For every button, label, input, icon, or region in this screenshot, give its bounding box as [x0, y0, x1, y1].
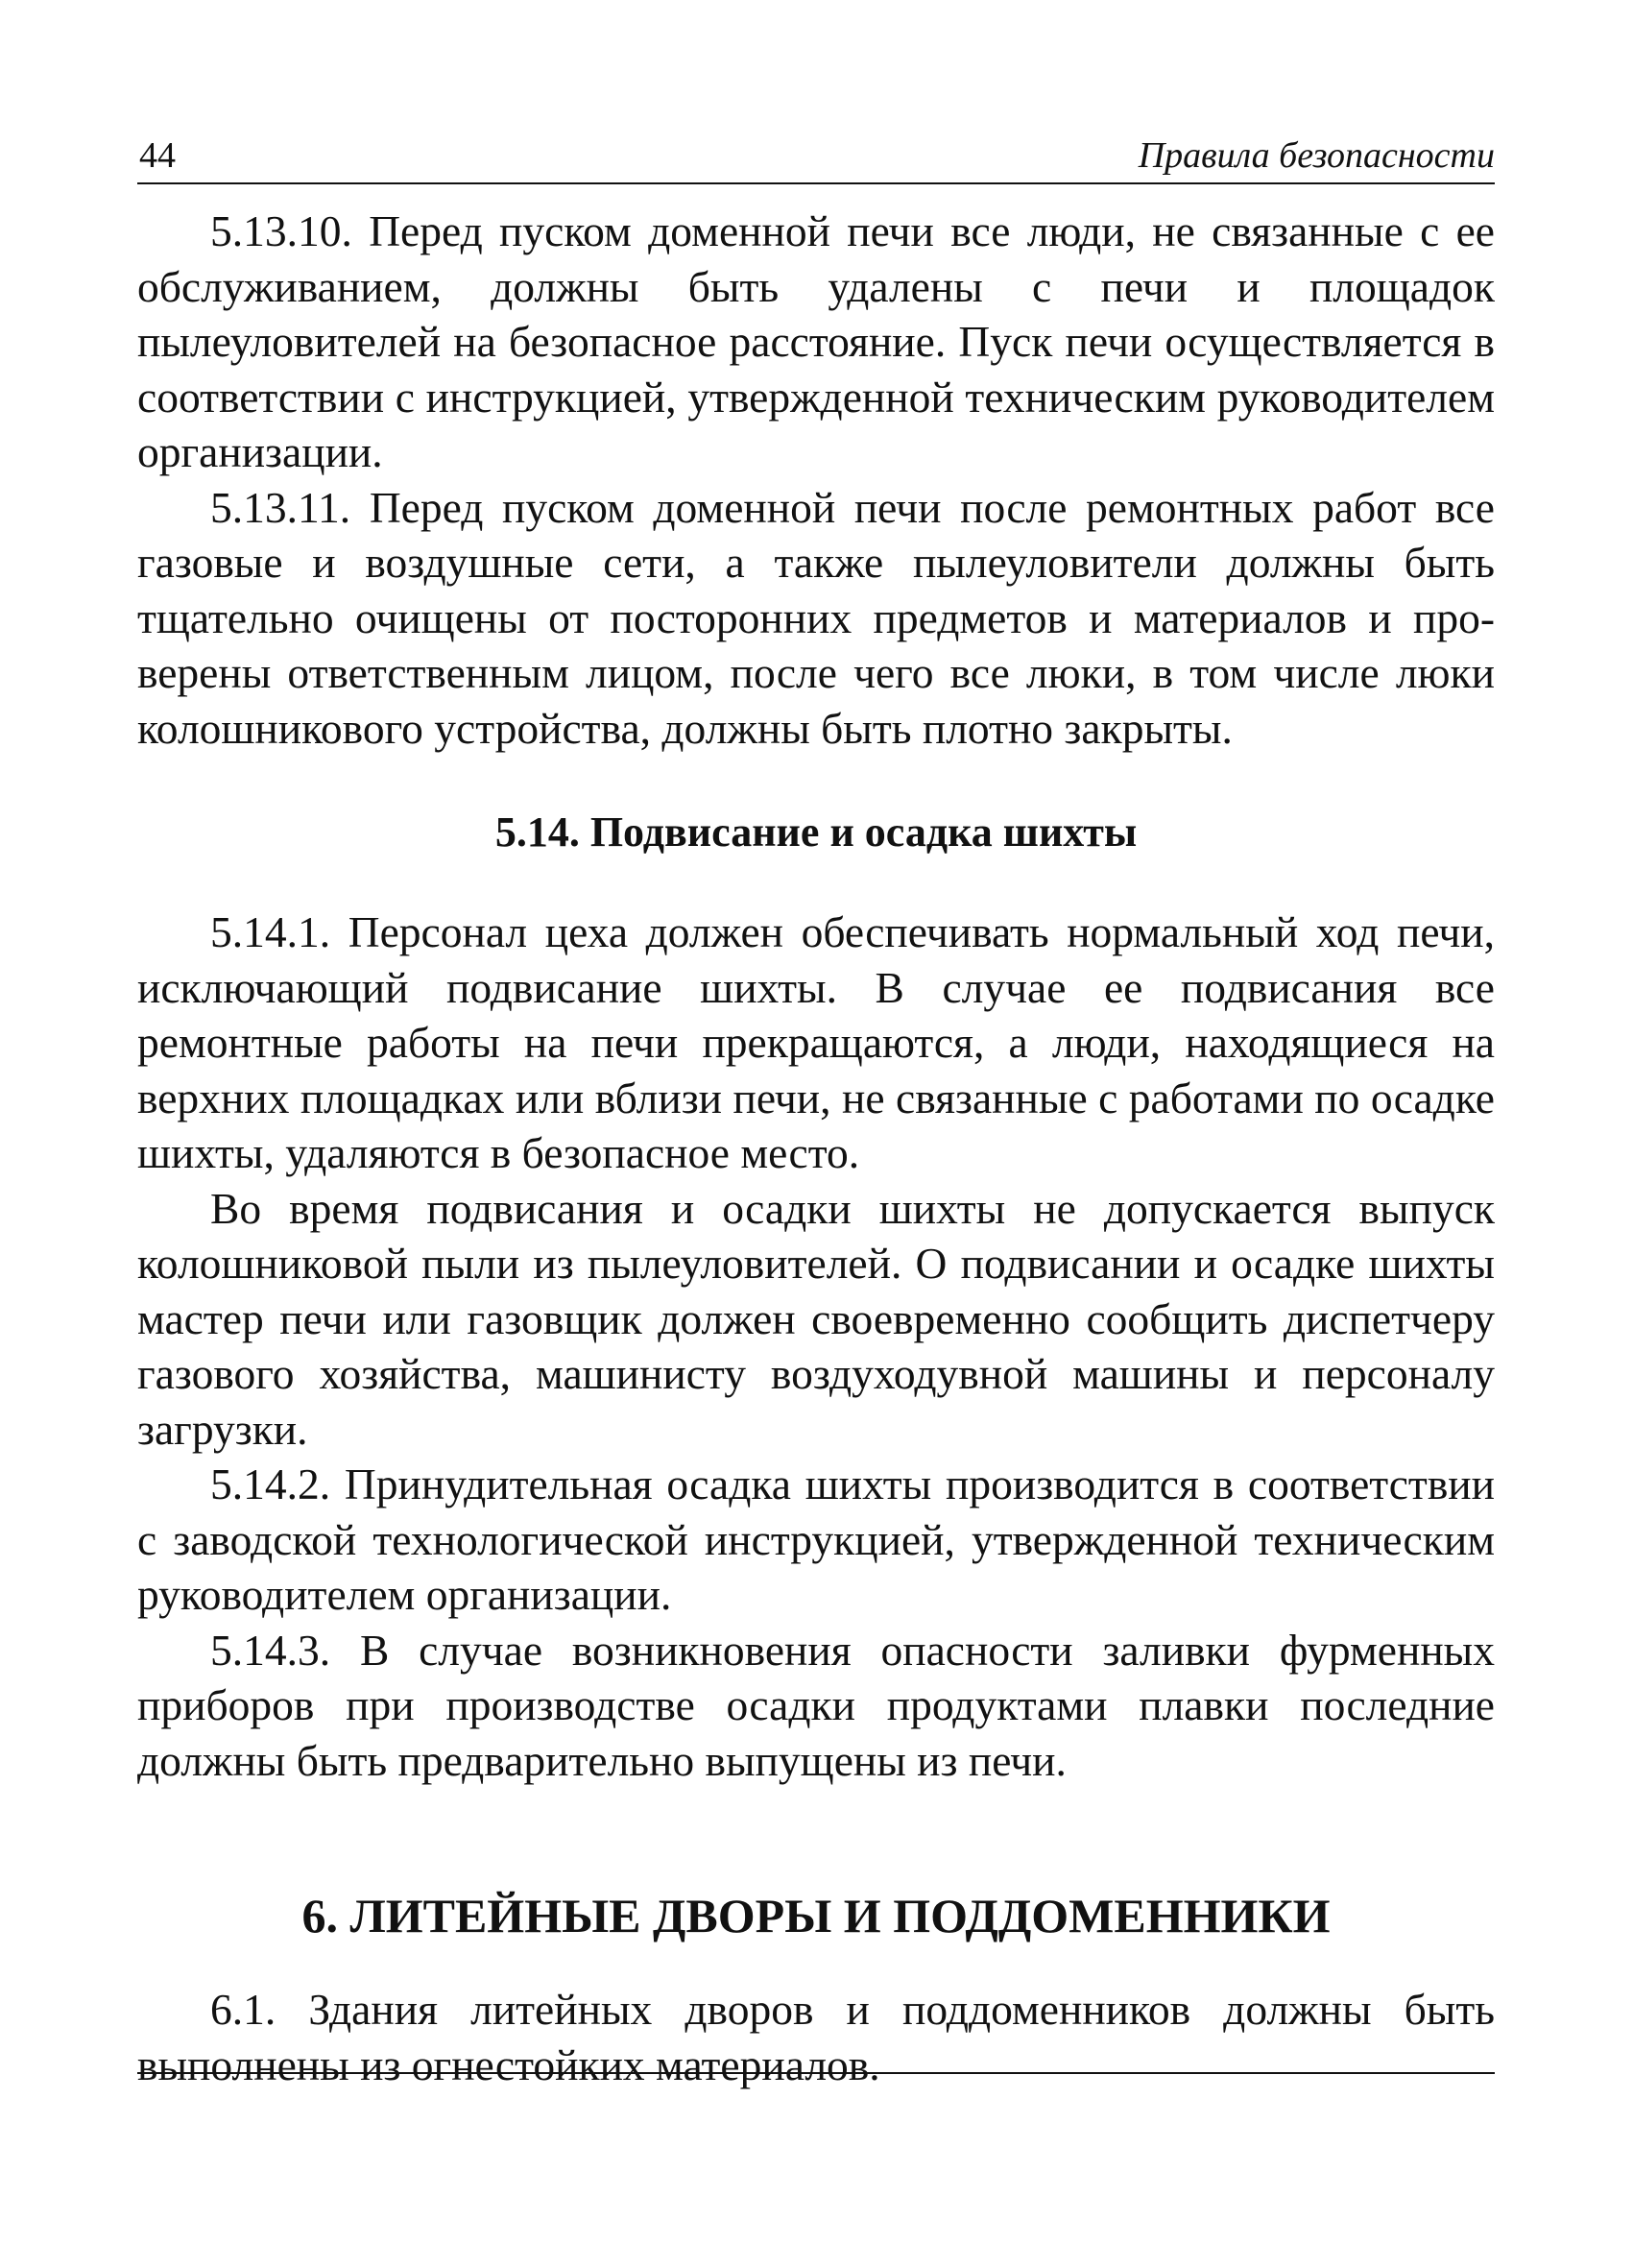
body-text: [137, 204, 1495, 2092]
running-header-title: Правила безопасности: [1138, 135, 1495, 176]
page-number: 44: [139, 135, 176, 176]
paragraph-5-13-11: 5.13.11. Перед пуском доменной печи после ремонтных работ все газовые и воздушные сети, а также пылеуловители должны быть тщательно очищены от посторонних предметов и материалов и проверены ответственным лицом, после чего все люки, в том числе люки колошникового устройства, должны быть плотно закрыты.: [137, 482, 1495, 753]
paragraph-5-14-2: 5.14.2. Принудительная осадка шихты производится в соответствии с заводской технологической инструкцией, утвержденной техническим руководителем организации.: [137, 1460, 1495, 1619]
paragraph-5-13-10: 5.13.10. Перед пуском доменной печи все люди, не связанные с ее обслуживанием, должны быть удалены с печи и площадок пылеуловителей на безопасное расстояние. Пуск печи осуществляется в соответствии с инструкцией, утвержденной техническим руководителем организации.: [137, 206, 1495, 476]
footer-rule: [137, 2072, 1495, 2074]
paragraph-6-1: 6.1. Здания литейных дворов и поддоменников должны быть выполнены из огнестойких материалов.: [137, 1985, 1495, 2089]
running-header: [137, 133, 1495, 184]
section-heading-5-14: 5.14. Подвисание и осадка шихты: [494, 808, 1138, 856]
paragraph-5-14-1: 5.14.1. Персонал цеха должен обеспечивать нормальный ход печи, исключающий подвисание шихты. В случае ее подвисания все ремонтные работы на печи прекращаются, а люди, находящиеся на верхних площадках или вблизи печи, не связанные с работами по осадке шихты, удаляются в безопасное место.: [137, 907, 1495, 1177]
paragraph-5-14-1-continued: Во время подвисания и осадки шихты не допускается выпуск колошниковой пыли из пылеуловителей. О подвисании и осадке шихты мастер печи или газовщик должен своевременно сообщить диспетчеру газового хозяйства, машинисту воздуходувной машины и персоналу загрузки.: [137, 1183, 1495, 1454]
paragraph-5-14-3: 5.14.3. В случае возникновения опасности заливки фурменных приборов при производстве осадки продуктами плавки последние должны быть предварительно выпущены из печи.: [137, 1625, 1495, 1785]
document-page: [137, 0, 1495, 2268]
chapter-heading-6: 6. ЛИТЕЙНЫЕ ДВОРЫ И ПОДДОМЕННИКИ: [301, 1889, 1331, 1942]
